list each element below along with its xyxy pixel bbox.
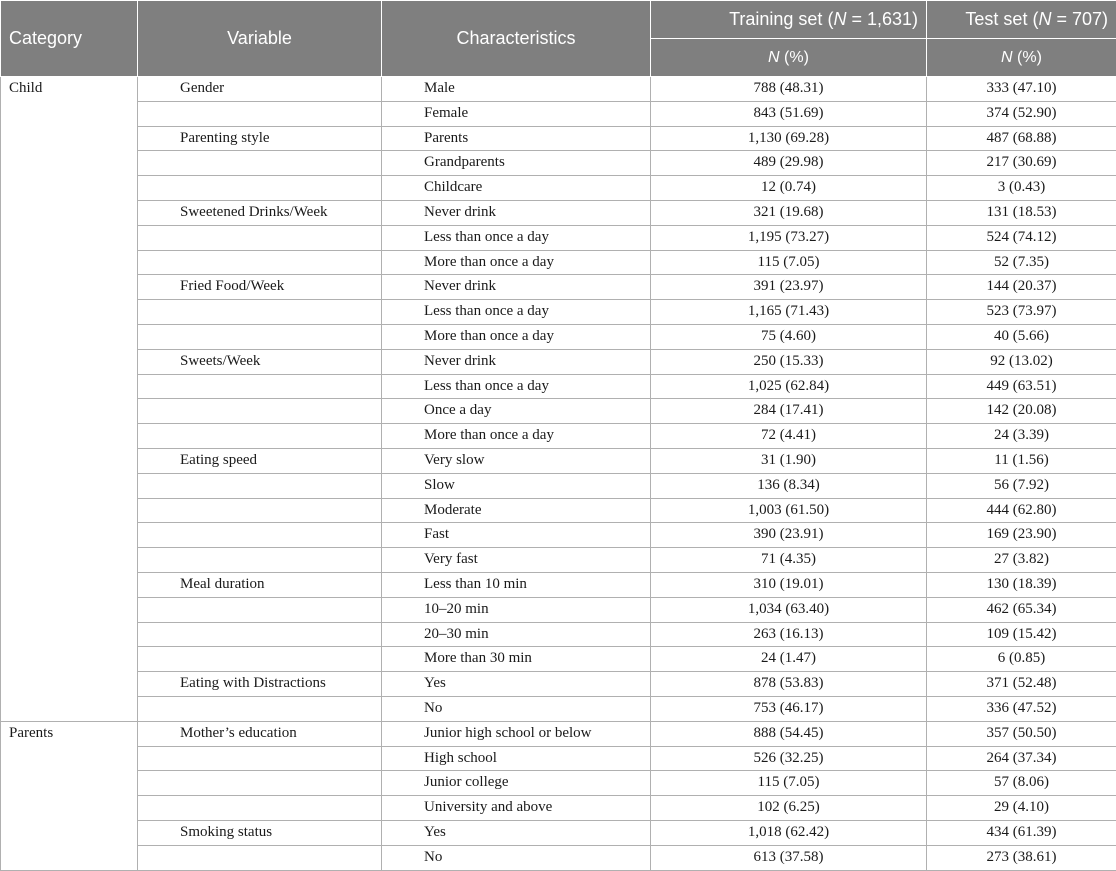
training-label: Training set ( (729, 9, 834, 29)
training-value-cell: 878 (53.83) (651, 672, 927, 697)
test-value-cell: 3 (0.43) (927, 176, 1116, 201)
test-value-cell: 40 (5.66) (927, 324, 1116, 349)
characteristic-cell: Very slow (382, 448, 651, 473)
training-value-cell: 843 (51.69) (651, 101, 927, 126)
training-value-cell: 1,130 (69.28) (651, 126, 927, 151)
table-row (1, 275, 1116, 300)
variable-cell: Gender (138, 77, 382, 102)
training-value-cell: 115 (7.05) (651, 250, 927, 275)
header-category: Category (1, 1, 138, 77)
test-value-cell: 217 (30.69) (927, 151, 1116, 176)
variable-cell (138, 324, 382, 349)
characteristic-cell: Never drink (382, 349, 651, 374)
test-value-cell: 264 (37.34) (927, 746, 1116, 771)
characteristic-cell: No (382, 696, 651, 721)
variable-cell (138, 498, 382, 523)
training-value-cell: 1,195 (73.27) (651, 225, 927, 250)
table-row (1, 151, 1116, 176)
characteristic-cell: Less than once a day (382, 300, 651, 325)
variable-cell: Parenting style (138, 126, 382, 151)
training-value-cell: 102 (6.25) (651, 796, 927, 821)
test-label: Test set ( (965, 9, 1039, 29)
test-value-cell: 333 (47.10) (927, 77, 1116, 102)
test-n-value: = 707) (1051, 9, 1108, 29)
characteristic-cell: More than once a day (382, 424, 651, 449)
characteristic-cell: Grandparents (382, 151, 651, 176)
table-row (1, 523, 1116, 548)
test-value-cell: 131 (18.53) (927, 200, 1116, 225)
characteristic-cell: High school (382, 746, 651, 771)
variable-cell: Meal duration (138, 572, 382, 597)
test-value-cell: 142 (20.08) (927, 399, 1116, 424)
characteristic-cell: More than 30 min (382, 647, 651, 672)
training-n-symbol: N (833, 9, 847, 29)
test-value-cell: 449 (63.51) (927, 374, 1116, 399)
characteristic-cell: Junior college (382, 771, 651, 796)
sub-n-symbol: N (1001, 48, 1013, 66)
characteristic-cell: Never drink (382, 200, 651, 225)
table-header (1, 1, 1116, 77)
training-value-cell: 1,018 (62.42) (651, 820, 927, 845)
variable-cell: Fried Food/Week (138, 275, 382, 300)
training-n-value: = 1,631) (846, 9, 918, 29)
training-value-cell: 1,025 (62.84) (651, 374, 927, 399)
table-row (1, 424, 1116, 449)
characteristic-cell: Male (382, 77, 651, 102)
training-value-cell: 391 (23.97) (651, 275, 927, 300)
table-row (1, 672, 1116, 697)
table-row (1, 200, 1116, 225)
variable-cell: Mother’s education (138, 721, 382, 746)
training-value-cell: 489 (29.98) (651, 151, 927, 176)
header-row (1, 1, 1116, 39)
table-row (1, 746, 1116, 771)
variable-cell (138, 399, 382, 424)
training-value-cell: 72 (4.41) (651, 424, 927, 449)
variable-cell (138, 746, 382, 771)
variable-cell (138, 796, 382, 821)
table-row (1, 572, 1116, 597)
sub-n-symbol: N (768, 48, 780, 66)
table-row (1, 597, 1116, 622)
characteristic-cell: 20–30 min (382, 622, 651, 647)
characteristic-cell: Fast (382, 523, 651, 548)
characteristic-cell: Less than once a day (382, 374, 651, 399)
test-value-cell: 11 (1.56) (927, 448, 1116, 473)
table-row (1, 399, 1116, 424)
training-value-cell: 1,034 (63.40) (651, 597, 927, 622)
variable-cell (138, 225, 382, 250)
variable-cell (138, 176, 382, 201)
table-row (1, 845, 1116, 870)
training-value-cell: 71 (4.35) (651, 548, 927, 573)
variable-cell (138, 300, 382, 325)
table-row (1, 176, 1116, 201)
table-row (1, 721, 1116, 746)
test-value-cell: 109 (15.42) (927, 622, 1116, 647)
characteristic-cell: Slow (382, 473, 651, 498)
training-value-cell: 613 (37.58) (651, 845, 927, 870)
training-value-cell: 526 (32.25) (651, 746, 927, 771)
training-value-cell: 788 (48.31) (651, 77, 927, 102)
test-value-cell: 56 (7.92) (927, 473, 1116, 498)
variable-cell (138, 151, 382, 176)
training-value-cell: 115 (7.05) (651, 771, 927, 796)
sub-pct: (%) (779, 48, 809, 66)
table-row (1, 250, 1116, 275)
training-value-cell: 284 (17.41) (651, 399, 927, 424)
test-value-cell: 273 (38.61) (927, 845, 1116, 870)
test-n-symbol: N (1038, 9, 1052, 29)
test-value-cell: 357 (50.50) (927, 721, 1116, 746)
variable-cell (138, 548, 382, 573)
characteristic-cell: University and above (382, 796, 651, 821)
training-value-cell: 390 (23.91) (651, 523, 927, 548)
table-row (1, 126, 1116, 151)
category-cell: Child (1, 77, 138, 722)
subheader-test-n (927, 39, 1116, 77)
training-value-cell: 321 (19.68) (651, 200, 927, 225)
characteristic-cell: Yes (382, 672, 651, 697)
characteristic-cell: Junior high school or below (382, 721, 651, 746)
variable-cell (138, 250, 382, 275)
training-value-cell: 1,165 (71.43) (651, 300, 927, 325)
table-row (1, 622, 1116, 647)
test-value-cell: 374 (52.90) (927, 101, 1116, 126)
training-value-cell: 753 (46.17) (651, 696, 927, 721)
table-row (1, 647, 1116, 672)
table-row (1, 225, 1116, 250)
table-row (1, 77, 1116, 102)
table-body (1, 77, 1116, 871)
test-value-cell: 371 (52.48) (927, 672, 1116, 697)
training-value-cell: 24 (1.47) (651, 647, 927, 672)
training-value-cell: 250 (15.33) (651, 349, 927, 374)
variable-cell (138, 101, 382, 126)
header-training-set (651, 1, 927, 39)
table-row (1, 473, 1116, 498)
characteristic-cell: More than once a day (382, 250, 651, 275)
characteristic-cell: Never drink (382, 275, 651, 300)
table-row (1, 820, 1116, 845)
characteristic-cell: Less than once a day (382, 225, 651, 250)
test-value-cell: 434 (61.39) (927, 820, 1116, 845)
table-row (1, 349, 1116, 374)
test-value-cell: 92 (13.02) (927, 349, 1116, 374)
test-value-cell: 24 (3.39) (927, 424, 1116, 449)
test-value-cell: 462 (65.34) (927, 597, 1116, 622)
variable-cell: Smoking status (138, 820, 382, 845)
variable-cell: Eating with Distractions (138, 672, 382, 697)
variable-cell (138, 622, 382, 647)
variable-cell (138, 374, 382, 399)
characteristic-cell: More than once a day (382, 324, 651, 349)
test-value-cell: 52 (7.35) (927, 250, 1116, 275)
category-cell: Parents (1, 721, 138, 870)
subheader-training-n (651, 39, 927, 77)
variable-cell (138, 696, 382, 721)
table-row (1, 548, 1116, 573)
table-row (1, 324, 1116, 349)
table-row (1, 300, 1116, 325)
training-value-cell: 1,003 (61.50) (651, 498, 927, 523)
table-row (1, 771, 1116, 796)
test-value-cell: 57 (8.06) (927, 771, 1116, 796)
variable-cell: Sweetened Drinks/Week (138, 200, 382, 225)
test-value-cell: 336 (47.52) (927, 696, 1116, 721)
variable-cell: Eating speed (138, 448, 382, 473)
characteristic-cell: Once a day (382, 399, 651, 424)
table-row (1, 374, 1116, 399)
table-row (1, 796, 1116, 821)
variable-cell (138, 473, 382, 498)
training-value-cell: 75 (4.60) (651, 324, 927, 349)
training-value-cell: 31 (1.90) (651, 448, 927, 473)
characteristic-cell: Parents (382, 126, 651, 151)
test-value-cell: 487 (68.88) (927, 126, 1116, 151)
variable-cell (138, 424, 382, 449)
training-value-cell: 888 (54.45) (651, 721, 927, 746)
test-value-cell: 524 (74.12) (927, 225, 1116, 250)
variable-cell (138, 647, 382, 672)
test-value-cell: 130 (18.39) (927, 572, 1116, 597)
test-value-cell: 144 (20.37) (927, 275, 1116, 300)
characteristic-cell: Moderate (382, 498, 651, 523)
variable-cell: Sweets/Week (138, 349, 382, 374)
table-row (1, 448, 1116, 473)
variable-cell (138, 845, 382, 870)
training-value-cell: 136 (8.34) (651, 473, 927, 498)
test-value-cell: 27 (3.82) (927, 548, 1116, 573)
header-test-set (927, 1, 1116, 39)
characteristic-cell: Very fast (382, 548, 651, 573)
variable-cell (138, 597, 382, 622)
table-row (1, 696, 1116, 721)
characteristic-cell: Female (382, 101, 651, 126)
training-value-cell: 12 (0.74) (651, 176, 927, 201)
header-characteristics: Characteristics (382, 1, 651, 77)
characteristic-cell: Childcare (382, 176, 651, 201)
characteristic-cell: Less than 10 min (382, 572, 651, 597)
test-value-cell: 169 (23.90) (927, 523, 1116, 548)
sub-pct: (%) (1012, 48, 1042, 66)
training-value-cell: 263 (16.13) (651, 622, 927, 647)
characteristic-cell: No (382, 845, 651, 870)
table-row (1, 498, 1116, 523)
variable-cell (138, 771, 382, 796)
training-value-cell: 310 (19.01) (651, 572, 927, 597)
test-value-cell: 6 (0.85) (927, 647, 1116, 672)
header-variable: Variable (138, 1, 382, 77)
variable-cell (138, 523, 382, 548)
test-value-cell: 523 (73.97) (927, 300, 1116, 325)
table-row (1, 101, 1116, 126)
test-value-cell: 29 (4.10) (927, 796, 1116, 821)
characteristic-cell: Yes (382, 820, 651, 845)
characteristic-cell: 10–20 min (382, 597, 651, 622)
test-value-cell: 444 (62.80) (927, 498, 1116, 523)
